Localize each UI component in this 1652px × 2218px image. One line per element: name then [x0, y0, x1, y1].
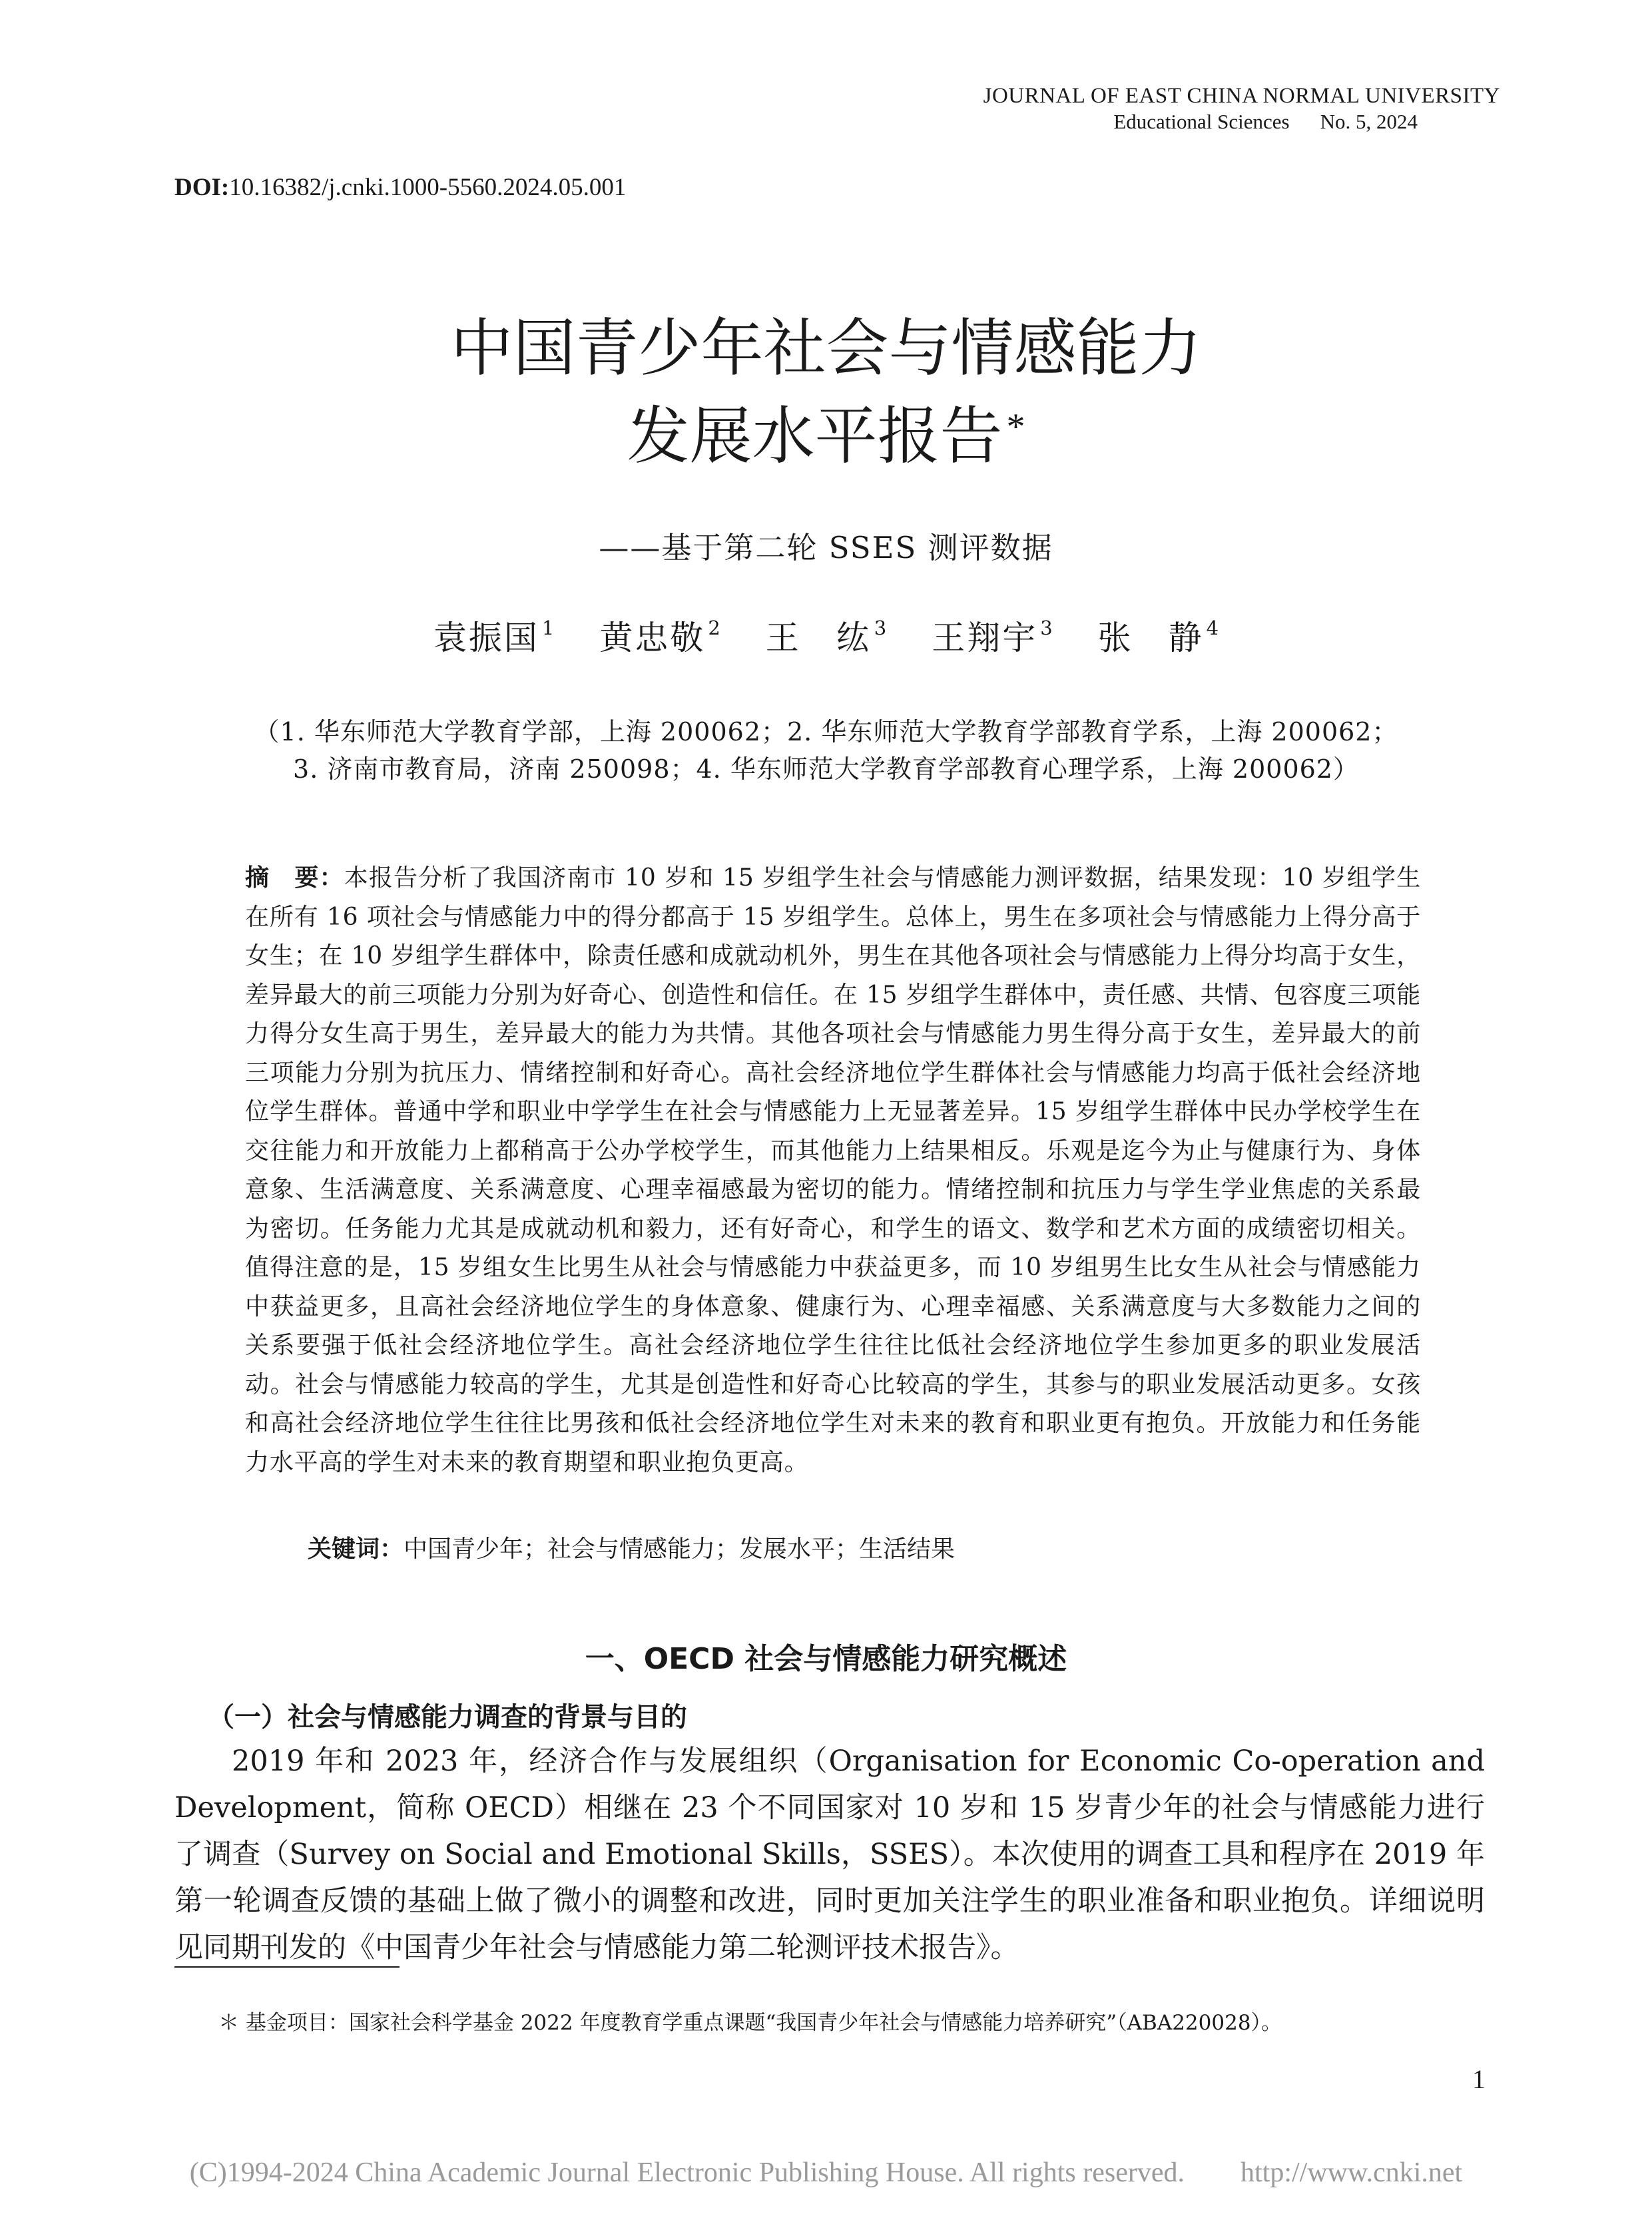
footnote: ＊ 基金项目：国家社会科学基金 2022 年度教育学重点课题“我国青少年社会与情感能力培养研究”（ABA220028）。 [218, 2011, 1282, 2035]
subtitle: ——基于第二轮 SSES 测评数据 [599, 530, 1053, 565]
doi-value: 10.16382/j.cnki.1000-5560.2024.05.001 [229, 174, 627, 201]
abstract [245, 859, 1421, 1482]
author: 张 静 $^4$ [1097, 617, 1219, 657]
keywords-label: 关键词： [308, 1535, 404, 1563]
copyright-watermark: (C)1994-2024 China Academic Journal Electronic Publishing House. All rights reserved. http://www.cnki.net [189, 2157, 1463, 2188]
journal-issue: No. 5, 2024 [1320, 110, 1418, 133]
journal-header [983, 84, 1500, 134]
author: 袁振国 $^1$ [433, 617, 555, 657]
author: 王翔宇 $^3$ [932, 617, 1053, 657]
abstract-label: 摘 要： [245, 864, 344, 892]
title-line-2 [0, 400, 1652, 473]
keywords-text: 中国青少年；社会与情感能力；发展水平；生活结果 [404, 1535, 956, 1563]
journal-section: Educational Sciences [1113, 110, 1290, 133]
journal-name: JOURNAL OF EAST CHINA NORMAL UNIVERSITY [983, 84, 1500, 108]
author-list [0, 611, 1652, 659]
title-line-2-text: 发展水平报告 [627, 400, 1003, 473]
doi-label: DOI: [174, 174, 230, 201]
section-heading: 一、OECD 社会与情感能力研究概述 [585, 1642, 1067, 1676]
abstract-text: 本报告分析了我国济南市 10 岁和 15 岁组学生社会与情感能力测评数据，结果发现：10 岁组学生在所有 16 项社会与情感能力中的得分都高于 15 岁组学生。总体上，男生在多项社会与情感能力上得分高于女生；在 10 岁组学生群体中，除责任感和成就动机外，男生在其他各项社会与情感能力上得分均高于女生，差异最大的前三项能力分别为好奇心、创造性和信任。在 15 岁组学生群体中，责任感、共情、包容度三项能力得分女生高于男生，差异最大的能力为共情。其他各项社会与情感能力男生得分高于女生，差异最大的前三项能力分别为抗压力、情绪控制和好奇心。高社会经济地位学生群体社会与情感能力均高于低社会经济地位学生群体。普通中学和职业中学学生在社会与情感能力上无显著差异。15 岁组学生群体中民办学校学生在交往能力和开放能力上都稍高于公办学校学生，而其他能力上结果相反。乐观是迄今为止与健康行为、身体意象、生活满意度、关系满意度、心理幸福感最为密切的能力。情绪控制和抗压力与学生学业焦虑的关系最为密切。任务能力尤其是成就动机和毅力，还有好奇心，和学生的语文、数学和艺术方面的成绩密切相关。值得注意的是，15 岁组女生比男生从社会与情感能力中获益更多，而 10 岁组男生比女生从社会与情感能力中获益更多，且高社会经济地位学生的身体意象、健康行为、心理幸福感、关系满意度与大多数能力之间的关系要强于低社会经济地位学生。高社会经济地位学生往往比低社会经济地位学生参加更多的职业发展活动。社会与情感能力较高的学生，尤其是创造性和好奇心比较高的学生，其参与的职业发展活动更多。女孩和高社会经济地位学生往往比男孩和低社会经济地位学生对未来的教育和职业更有抱负。开放能力和任务能力水平高的学生对未来的教育期望和职业抱负更高。 [245, 864, 1422, 1476]
subsection-heading: （一）社会与情感能力调查的背景与目的 [208, 1702, 687, 1733]
author: 王 纮 $^3$ [765, 617, 887, 657]
title-line-1: 中国青少年社会与情感能力 [450, 312, 1202, 385]
body-paragraph: 2019 年和 2023 年，经济合作与发展组织（Organisation for Economic Co-operation and Development，简称 OECD）相继在 23 个不同国家对 10 岁和 15 岁青少年的社会与情感能力进行了调查（Survey on Social and Emotional Skills，SSES）。本次使用的调查工具和程序在 2019 年第一轮调查反馈的基础上做了微小的调整和改进，同时更加关注学生的职业准备和职业抱负。详细说明见同期刊发的《中国青少年社会与情感能力第二轮测评技术报告》。 [174, 1745, 1485, 1964]
journal-issue-line [983, 110, 1500, 134]
affiliation-line-2: 3. 济南市教育局，济南 250098；4. 华东师范大学教育学部教育心理学系，上海 200062） [293, 754, 1359, 784]
keywords [308, 1530, 955, 1564]
title-footnote-mark: * [1006, 406, 1025, 447]
page-number: 1 [1472, 2064, 1486, 2094]
body-text [174, 1738, 1485, 1971]
footnote-divider [174, 1966, 400, 1968]
author: 黄忠敬 $^2$ [599, 617, 720, 657]
doi [174, 173, 626, 202]
affiliation-line-1: （1. 华东师范大学教育学部，上海 200062；2. 华东师范大学教育学部教育学系，上海 200062； [254, 717, 1398, 746]
